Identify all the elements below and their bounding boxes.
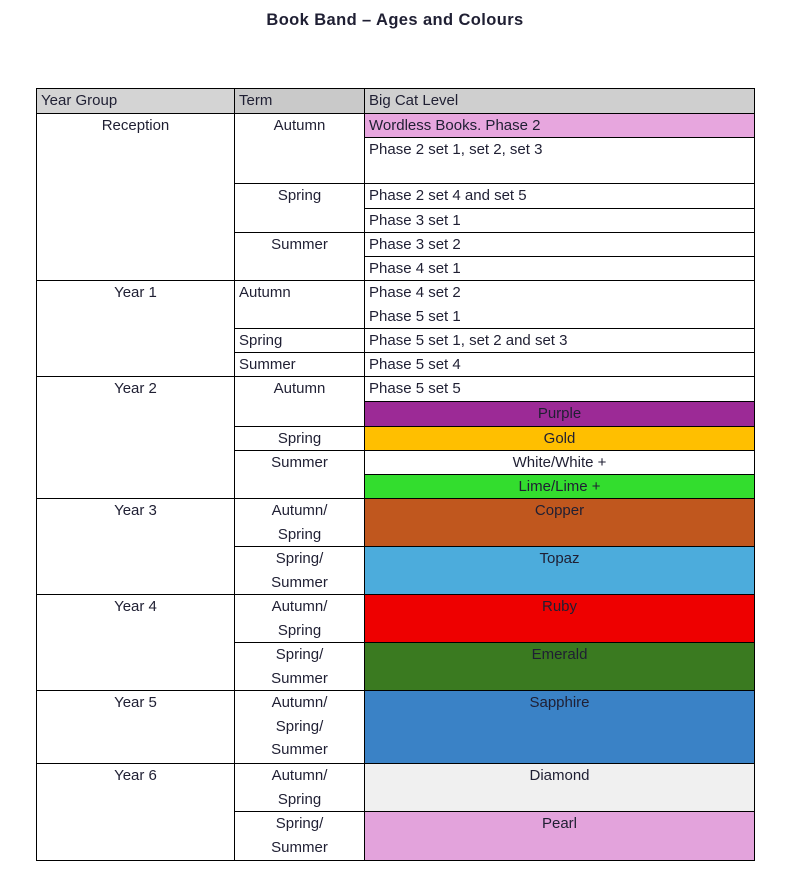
term-year1-autumn: Autumn	[235, 281, 365, 329]
term-year3-line2: Spring	[277, 525, 322, 543]
table-row	[37, 499, 755, 547]
term-year6b-line1: Spring/	[275, 815, 324, 833]
term-year6-autumn-spring	[235, 764, 365, 812]
term-reception-spring: Spring	[235, 184, 365, 233]
term-year4-line2: Spring	[277, 621, 322, 639]
level-year6-pearl: Pearl	[365, 812, 755, 861]
table-row	[37, 377, 755, 401]
term-year2-autumn: Autumn	[235, 377, 365, 426]
term-year4-line1: Autumn/	[271, 598, 328, 616]
level-reception-summer-2: Phase 4 set 1	[365, 257, 755, 281]
term-reception-summer: Summer	[235, 232, 365, 281]
level-reception-summer-1: Phase 3 set 2	[365, 232, 755, 256]
term-year5-line3: Summer	[271, 740, 328, 758]
term-year5-line2: Spring/	[275, 717, 324, 735]
year-group-year-2: Year 2	[37, 377, 235, 499]
term-year3-autumn-spring	[235, 499, 365, 547]
term-year6-spring-summer	[235, 812, 365, 861]
year-group-year-3: Year 3	[37, 499, 235, 595]
level-year2-autumn-1: Phase 5 set 5	[365, 377, 755, 401]
term-year3b-line2: Summer	[271, 573, 328, 591]
table-row	[37, 764, 755, 812]
level-year1-summer: Phase 5 set 4	[365, 353, 755, 377]
table-row	[37, 114, 755, 138]
level-year2-white: White/White +	[365, 450, 755, 474]
column-header-term: Term	[235, 89, 365, 114]
term-year1-summer: Summer	[235, 353, 365, 377]
term-reception-autumn: Autumn	[235, 114, 365, 184]
page-title: Book Band – Ages and Colours	[266, 11, 524, 29]
term-year3b-line1: Spring/	[275, 550, 324, 568]
term-year2-summer: Summer	[235, 450, 365, 499]
table-header-row	[37, 89, 755, 114]
year-group-year-5: Year 5	[37, 691, 235, 764]
year-group-reception: Reception	[37, 114, 235, 281]
term-year5-line1: Autumn/	[271, 694, 328, 712]
level-year1-autumn-line2: Phase 5 set 1	[369, 307, 461, 325]
book-band-table	[36, 88, 755, 861]
table-row	[37, 281, 755, 329]
level-reception-autumn-1: Wordless Books. Phase 2	[365, 114, 755, 138]
term-year3-line1: Autumn/	[271, 502, 328, 520]
level-year1-autumn-line1: Phase 4 set 2	[369, 284, 461, 302]
level-year2-gold: Gold	[365, 426, 755, 450]
level-year3-copper: Copper	[365, 499, 755, 547]
level-year6-diamond: Diamond	[365, 764, 755, 812]
term-year6-line1: Autumn/	[271, 767, 328, 785]
term-year5-all	[235, 691, 365, 764]
year-group-year-1: Year 1	[37, 281, 235, 377]
table-row	[37, 595, 755, 643]
level-year5-sapphire: Sapphire	[365, 691, 755, 764]
level-year4-emerald: Emerald	[365, 643, 755, 691]
column-header-big-cat-level: Big Cat Level	[365, 89, 755, 114]
year-group-year-4: Year 4	[37, 595, 235, 691]
level-year1-autumn	[365, 281, 755, 329]
table-row	[37, 691, 755, 764]
level-year2-lime: Lime/Lime +	[365, 475, 755, 499]
term-year6-line2: Spring	[277, 790, 322, 808]
level-year2-purple: Purple	[365, 401, 755, 426]
term-year1-spring: Spring	[235, 328, 365, 352]
level-reception-spring-1: Phase 2 set 4 and set 5	[365, 184, 755, 208]
level-year3-topaz: Topaz	[365, 547, 755, 595]
term-year2-spring: Spring	[235, 426, 365, 450]
term-year6b-line2: Summer	[271, 838, 328, 856]
term-year4b-line2: Summer	[271, 669, 328, 687]
column-header-year-group: Year Group	[37, 89, 235, 114]
level-reception-spring-2: Phase 3 set 1	[365, 208, 755, 232]
level-year1-spring: Phase 5 set 1, set 2 and set 3	[365, 328, 755, 352]
level-year4-ruby: Ruby	[365, 595, 755, 643]
term-year4-autumn-spring	[235, 595, 365, 643]
term-year4-spring-summer	[235, 643, 365, 691]
term-year3-spring-summer	[235, 547, 365, 595]
level-reception-autumn-2: Phase 2 set 1, set 2, set 3	[365, 138, 755, 184]
term-year4b-line1: Spring/	[275, 646, 324, 664]
year-group-year-6: Year 6	[37, 764, 235, 861]
